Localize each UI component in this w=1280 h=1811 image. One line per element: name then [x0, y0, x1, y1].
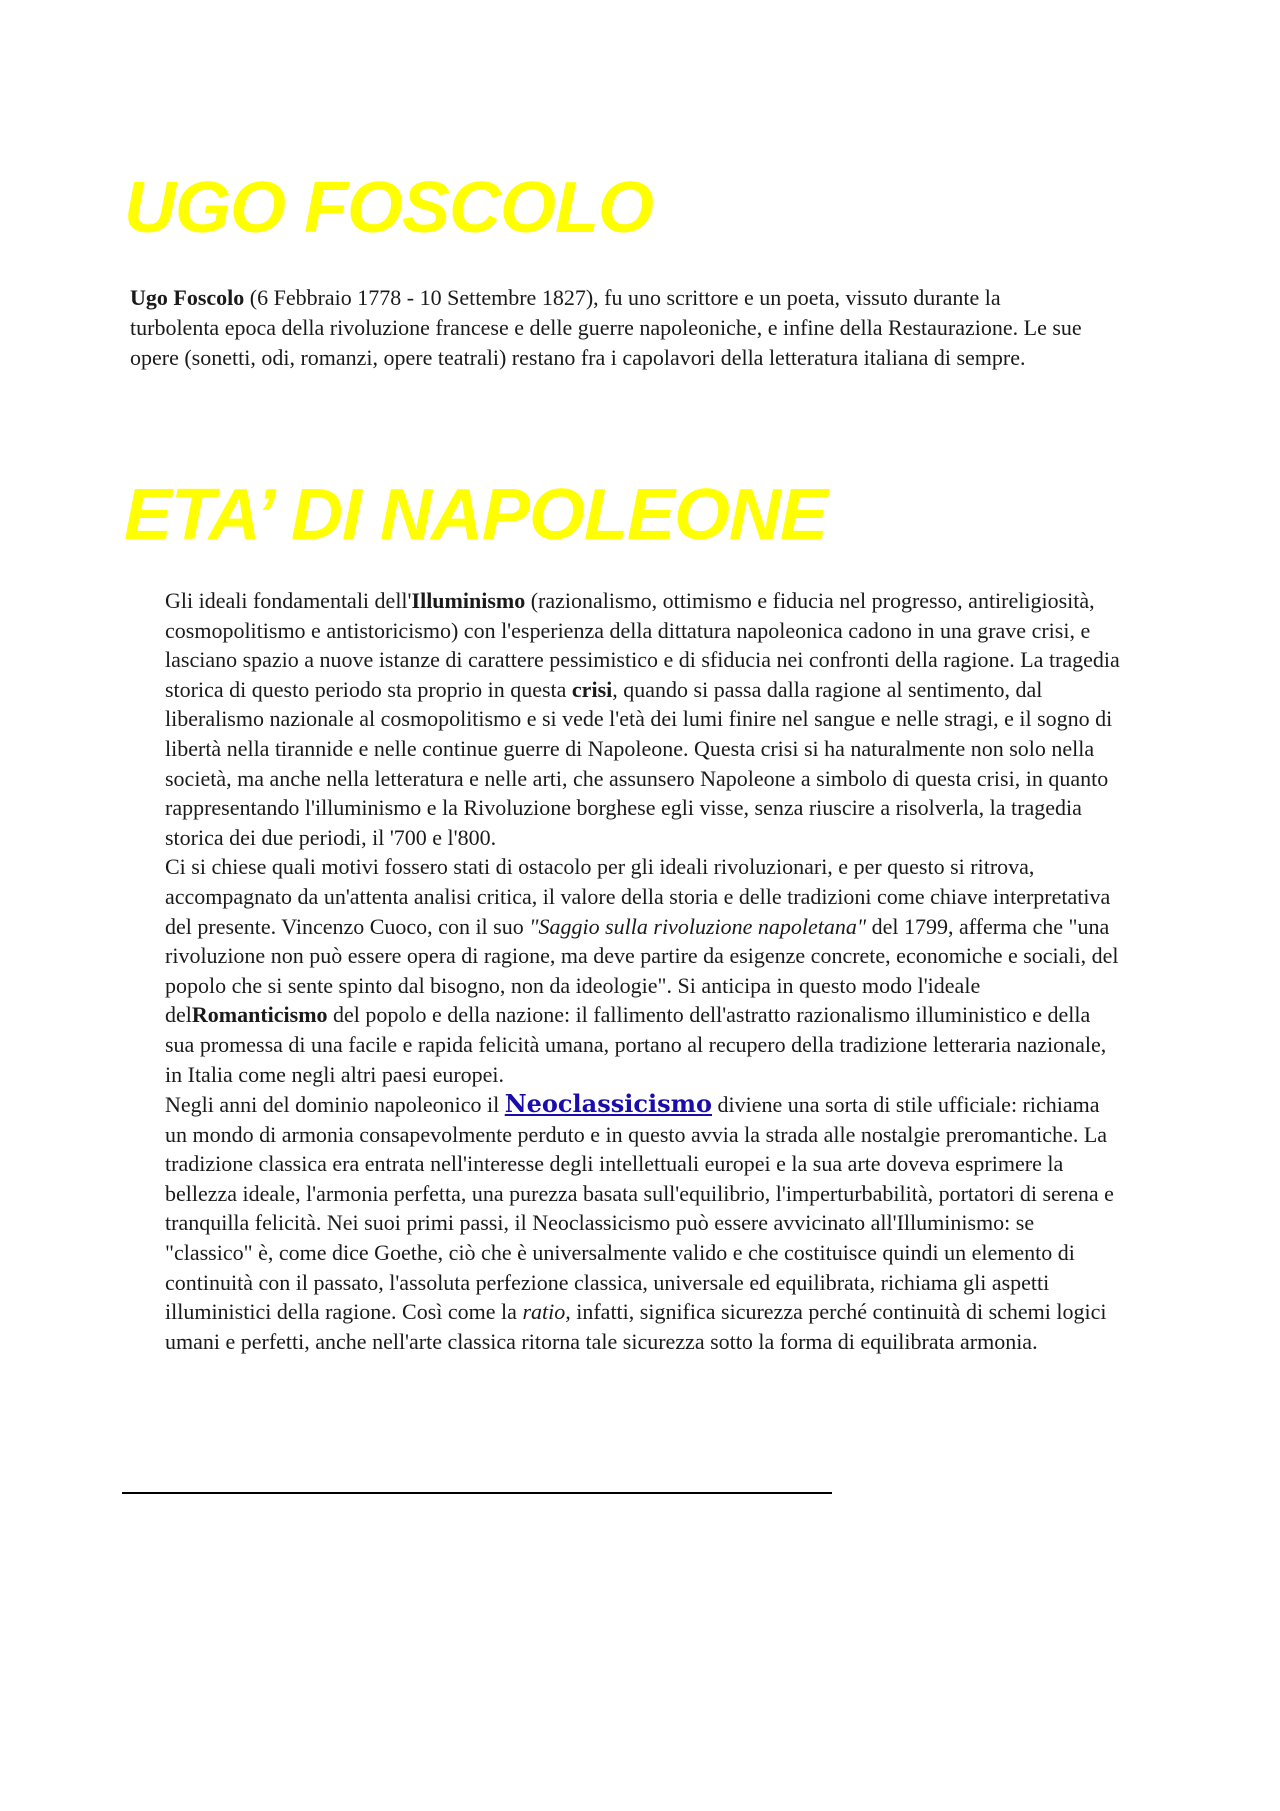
- p3-text-d: infatti, significa sicurezza perché continuità di schemi logici umani e perfetti, anche nell'arte classica ritorna tale sicurezza sotto la forma di equilibrata armonia.: [165, 1299, 1107, 1354]
- p2-bold-romanticismo: Romanticismo: [191, 1002, 328, 1028]
- p1-text-a: Gli ideali fondamentali dell': [165, 588, 412, 613]
- p2-text-e: del popolo e della nazione: il fallimento dell'astratto razionalismo illuministico e della sua promessa di una facile e rapida felicità umana, portano al recupero della tradizione letteraria nazionale, in Italia come negli altri paesi europei.: [165, 1002, 1107, 1087]
- p1-bold-crisi: crisi: [571, 676, 613, 702]
- intro-name: Ugo Foscolo: [130, 285, 245, 310]
- p3-italic-ratio: ratio,: [522, 1299, 571, 1325]
- paragraph-1: [165, 586, 1125, 852]
- intro-paragraph: [130, 283, 1090, 373]
- p2-text-a: Ci si chiese quali motivi fossero stati di ostacolo per gli ideali rivoluzionari, e per questo si ritrova, accompagnato da un'attenta analisi critica, il valore della storia e delle tradizioni come chiave interpretativa del presente. Vincenzo Cuoco, con il suo: [165, 854, 1111, 939]
- title-eta-di-napoleone: ETA’ DI NAPOLEONE: [124, 475, 828, 555]
- horizontal-rule: [122, 1492, 832, 1494]
- p2-text-c: del 1799, afferma che "una rivoluzione non può essere opera di ragione, ma deve partire da esigenze concrete, economiche e sociali, del popolo che si sente spinto dal bisogno, non da ideologie". Si anticipa in questo modo l'ideale del: [165, 913, 1119, 1028]
- p1-text-e: , quando si passa dalla ragione al sentimento, dal liberalismo nazionale al cosmopolitismo e si vede l'età dei lumi finire nel sangue e nelle stragi, e il sogno di libertà nella tirannide e nelle continue guerre di Napoleone. Questa crisi si ha naturalmente non solo nella società, ma anche nella letteratura e nelle arti, che assunsero Napoleone a simbolo di questa crisi, in quanto rappresentando l'illuminismo e la Rivoluzione borghese egli visse, senza riuscire a risolverla, la tragedia storica dei due periodi, il '700 e l'800.: [165, 676, 1113, 850]
- p2-italic-saggio: "Saggio sulla rivoluzione napoletana": [529, 913, 867, 939]
- intro-text: (6 Febbraio 1778 - 10 Settembre 1827), fu uno scrittore e un poeta, vissuto durante la turbolenta epoca della rivoluzione francese e delle guerre napoleoniche, e infine della Restaurazione. Le sue opere (sonetti, odi, romanzi, opere teatrali) restano fra i capolavori della letteratura italiana di sempre.: [130, 285, 1082, 370]
- paragraph-3: [165, 1089, 1125, 1356]
- napoleone-section: [165, 586, 1125, 1356]
- neoclassicismo-link[interactable]: Neoclassicismo: [504, 1089, 712, 1119]
- paragraph-2: [165, 852, 1125, 1089]
- p1-text-c: (razionalismo, ottimismo e fiducia nel progresso, antireligiosità, cosmopolitismo e antistoricismo) con l'esperienza della dittatura napoleonica cadono in una grave crisi, e lasciano spazio a nuove istanze di carattere pessimistico e di sfiducia nei confronti della ragione. La tragedia storica di questo periodo sta proprio in questa: [165, 588, 1120, 702]
- p3-text-a: Negli anni del dominio napoleonico il: [165, 1092, 505, 1118]
- p3-text-b: diviene una sorta di stile ufficiale: richiama un mondo di armonia consapevolmente perduto e in questo avvia la strada alle nostalgie preromantiche. La tradizione classica era entrata nell'interesse degli intellettuali europei e la sua arte doveva esprimere la bellezza ideale, l'armonia perfetta, una purezza basata sull'equilibrio, l'imperturbabilità, portatori di serena e tranquilla felicità. Nei suoi primi passi, il Neoclassicismo può essere avvicinato all'Illuminismo: se "classico" è, come dice Goethe, ciò che è universalmente valido e che costituisce quindi un elemento di continuità con il passato, l'assoluta perfezione classica, universale ed equilibrata, richiama gli aspetti illuministici della ragione. Così come la: [165, 1092, 1114, 1325]
- title-ugo-foscolo: UGO FOSCOLO: [124, 168, 653, 248]
- p1-bold-illuminismo: Illuminismo: [411, 588, 526, 613]
